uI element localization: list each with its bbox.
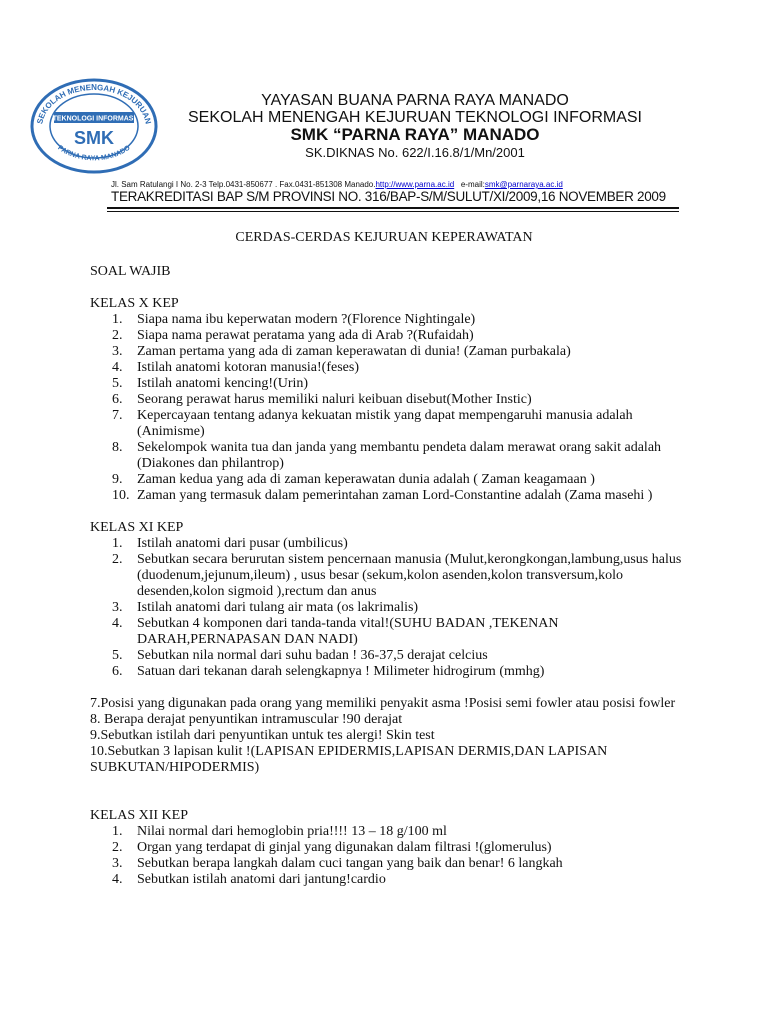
list-item xyxy=(90,472,690,488)
item-text: Istilah anatomi dari tulang air mata (os lakrimalis) xyxy=(137,600,419,615)
extra-item: 7.Posisi yang digunakan pada orang yang memiliki penyakit asma !Posisi semi fowler atau posisi fowler xyxy=(90,696,676,711)
email-label: e-mail: xyxy=(460,180,485,189)
document-title: CERDAS-CERDAS KEJURUAN KEPERAWATAN xyxy=(235,230,533,245)
list-item xyxy=(90,552,690,600)
item-number: 10. xyxy=(112,488,130,503)
item-number: 6. xyxy=(112,392,123,407)
item-number: 3. xyxy=(112,344,123,359)
item-text: Zaman yang termasuk dalam pemerintahan zaman Lord-Constantine adalah (Zama masehi ) xyxy=(137,488,653,503)
address: Jl. Sam Ratulangi I No. 2-3 Telp.0431-850677 . Fax.0431-851308 Manado. xyxy=(111,180,376,189)
item-text: Sebutkan nila normal dari suhu badan ! 36-37,5 derajat celcius xyxy=(137,648,488,663)
kelas-x-label: KELAS X KEP xyxy=(90,296,179,311)
item-text: Siapa nama perawat peratama yang ada di Arab ?(Rufaidah) xyxy=(137,328,474,343)
item-number: 5. xyxy=(112,376,123,391)
item-number: 2. xyxy=(112,552,123,567)
item-number: 1. xyxy=(112,824,123,839)
list-item xyxy=(90,872,690,888)
list-item xyxy=(90,824,690,840)
item-text: Sebutkan istilah anatomi dari jantung!cardio xyxy=(137,872,386,887)
item-number: 4. xyxy=(112,616,123,631)
item-text: Zaman pertama yang ada di zaman keperawatan di dunia! (Zaman purbakala) xyxy=(137,344,571,359)
item-text: Sebutkan 4 komponen dari tanda-tanda vital!(SUHU BADAN ,TEKENAN DARAH,PERNAPASAN DAN NADI) xyxy=(137,616,559,647)
kelas-xii-label: KELAS XII KEP xyxy=(90,808,188,823)
item-number: 1. xyxy=(112,312,123,327)
item-text: Istilah anatomi kotoran manusia!(feses) xyxy=(137,360,359,375)
item-number: 6. xyxy=(112,664,123,679)
extra-item: 10.Sebutkan 3 lapisan kulit !(LAPISAN EPIDERMIS,LAPISAN DERMIS,DAN LAPISAN SUBKUTAN/HIPODERMIS) xyxy=(90,744,608,775)
list-item xyxy=(90,664,690,680)
item-text: Istilah anatomi kencing!(Urin) xyxy=(137,376,309,391)
item-number: 5. xyxy=(112,648,123,663)
kelas-xi-extra xyxy=(90,696,690,776)
website-link[interactable]: http://www.parna.ac.id xyxy=(375,180,455,189)
foundation-name: YAYASAN BUANA PARNA RAYA MANADO xyxy=(261,92,569,109)
section-label: SOAL WAJIB xyxy=(90,264,171,279)
item-text: Sekelompok wanita tua dan janda yang membantu pendeta dalam merawat orang sakit adalah (Diakones dan philantrop) xyxy=(137,440,662,471)
list-item xyxy=(90,856,690,872)
item-number: 4. xyxy=(112,360,123,375)
list-item xyxy=(90,840,690,856)
header-rule xyxy=(107,207,679,209)
kelas-xi-label: KELAS XI KEP xyxy=(90,520,184,535)
item-text: Istilah anatomi dari pusar (umbilicus) xyxy=(137,536,348,551)
item-number: 4. xyxy=(112,872,123,887)
list-item xyxy=(90,328,690,344)
list-item xyxy=(90,312,690,328)
school-full-name: SEKOLAH MENENGAH KEJURUAN TEKNOLOGI INFORMASI xyxy=(187,109,642,126)
item-text: Sebutkan berapa langkah dalam cuci tangan yang baik dan benar! 6 langkah xyxy=(137,856,563,871)
kelas-xi-list xyxy=(90,536,690,680)
logo-banner: TEKNOLOGI INFORMASI xyxy=(52,115,136,123)
extra-item: 8. Berapa derajat penyuntikan intramuscular !90 derajat xyxy=(90,712,403,727)
list-item xyxy=(90,360,690,376)
item-number: 7. xyxy=(112,408,123,423)
item-text: Sebutkan secara berurutan sistem pencernaan manusia (Mulut,kerongkongan,lambung,usus halus (duodenum,jejunum,ileum) , usus besar (sekum,kolon asenden,kolon transversum,kolo desenden,kolon sigmoid ),rectum dan anus xyxy=(137,552,682,599)
item-text: Zaman kedua yang ada di zaman keperawatan dunia adalah ( Zaman keagamaan ) xyxy=(137,472,595,487)
item-number: 8. xyxy=(112,440,123,455)
list-item xyxy=(90,408,690,440)
list-item xyxy=(90,488,690,504)
item-text: Organ yang terdapat di ginjal yang digunakan dalam filtrasi !(glomerulus) xyxy=(137,840,552,855)
address-line xyxy=(111,180,563,189)
email-link[interactable]: smk@parnaraya.ac.id xyxy=(484,180,563,189)
item-number: 1. xyxy=(112,536,123,551)
document-body xyxy=(90,230,690,888)
item-number: 2. xyxy=(112,840,123,855)
list-item xyxy=(90,376,690,392)
letterhead xyxy=(0,0,768,215)
logo-bottom-text: PARNA RAYA MANADO xyxy=(56,144,132,163)
kelas-xii-list xyxy=(90,824,690,888)
kelas-x-list xyxy=(90,312,690,504)
accreditation: TERAKREDITASI BAP S/M PROVINSI NO. 316/BAP-S/M/SULUT/XI/2009,16 NOVEMBER 2009 xyxy=(111,189,666,204)
list-item xyxy=(90,344,690,360)
header-rule-thin xyxy=(107,211,679,212)
school-logo xyxy=(30,78,158,174)
sk-number: SK.DIKNAS No. 622/I.16.8/1/Mn/2001 xyxy=(305,145,525,160)
logo-ring-text: SEKOLAH MENENGAH KEJURUAN xyxy=(35,82,153,125)
item-number: 3. xyxy=(112,600,123,615)
list-item xyxy=(90,648,690,664)
list-item xyxy=(90,392,690,408)
item-number: 2. xyxy=(112,328,123,343)
item-number: 9. xyxy=(112,472,123,487)
logo-initials: SMK xyxy=(74,128,114,148)
item-text: Kepercayaan tentang adanya kekuatan mistik yang dapat mempengaruhi manusia adalah (Animisme) xyxy=(137,408,633,439)
list-item xyxy=(90,440,690,472)
list-item xyxy=(90,600,690,616)
school-name: SMK “PARNA RAYA” MANADO xyxy=(290,125,540,144)
item-text: Satuan dari tekanan darah selengkapnya ! Milimeter hidrogirum (mmhg) xyxy=(137,664,545,679)
item-number: 3. xyxy=(112,856,123,871)
item-text: Nilai normal dari hemoglobin pria!!!! 13 – 18 g/100 ml xyxy=(137,824,447,839)
item-text: Seorang perawat harus memiliki naluri keibuan disebut(Mother Instic) xyxy=(137,392,532,407)
list-item xyxy=(90,536,690,552)
list-item xyxy=(90,616,690,648)
extra-item: 9.Sebutkan istilah dari penyuntikan untuk tes alergi! Skin test xyxy=(90,728,435,743)
item-text: Siapa nama ibu keperwatan modern ?(Florence Nightingale) xyxy=(137,312,476,327)
